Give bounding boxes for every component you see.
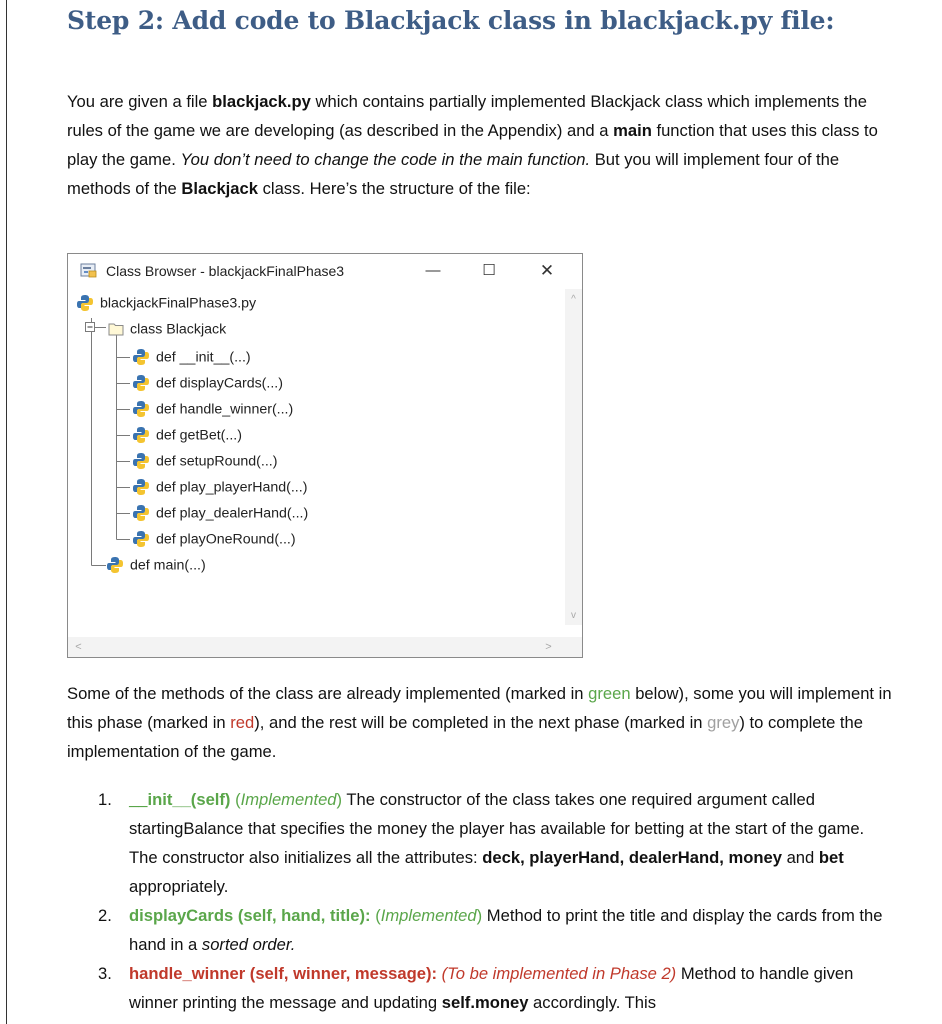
scroll-left-icon[interactable]: < (75, 641, 82, 653)
page-left-border (6, 0, 7, 1024)
intro-text: function that uses this class to play the game. (67, 121, 878, 169)
scroll-right-icon[interactable]: > (545, 641, 552, 653)
attribute-names: deck, playerHand, dealerHand, money (482, 848, 782, 867)
tree-node-method[interactable] (132, 475, 307, 499)
vertical-scrollbar[interactable] (565, 289, 582, 625)
python-icon (132, 452, 150, 470)
main-bold: main (613, 121, 652, 140)
step-heading: Step 2: Add code to Blackjack class in blackjack.py file: (67, 6, 835, 35)
description-text: Method to print the title and display the cards from the hand in a (129, 906, 883, 954)
scroll-up-icon[interactable]: ^ (571, 294, 576, 305)
method-node-label: def displayCards(...) (156, 375, 283, 392)
summary-text: ), and the rest will be completed in the next phase (marked in (254, 713, 708, 732)
horizontal-scrollbar[interactable] (68, 637, 565, 657)
description-text: accordingly. This (528, 993, 657, 1012)
method-node-label: def getBet(...) (156, 427, 242, 444)
main-node-label: def main(...) (130, 557, 206, 574)
list-item (67, 785, 897, 901)
tree-node-method[interactable] (132, 397, 293, 421)
attribute-names: self.money (441, 993, 529, 1012)
method-node-label: def setupRound(...) (156, 453, 278, 470)
python-icon (132, 374, 150, 392)
intro-paragraph (67, 87, 897, 203)
status-paren: ( (230, 790, 241, 809)
collapse-toggle-icon[interactable] (86, 323, 95, 332)
intro-text: which contains partially implemented Blackjack class which implements the rules of the game we are developing (as described in the Appendix) and a (67, 92, 868, 140)
status-label: (To be implemented in Phase 2) (437, 964, 677, 983)
description-text: The constructor of the class takes one required argument called startingBalance that specifies the money the player has available for betting at the start of the game. The constructor also initializes all the attributes: (129, 790, 865, 867)
python-icon (132, 478, 150, 496)
class-name-bold: Blackjack (181, 179, 258, 198)
filename-bold: blackjack.py (212, 92, 311, 111)
list-item (67, 959, 897, 1017)
tree-node-method[interactable] (132, 423, 242, 447)
summary-paragraph (67, 679, 897, 766)
method-name-underscore: __ (129, 790, 148, 809)
maximize-button[interactable]: ☐ (482, 262, 496, 279)
folder-icon (108, 322, 124, 336)
grey-legend-word: grey (707, 713, 740, 732)
close-button[interactable]: ✕ (539, 261, 555, 280)
method-node-label: def __init__(...) (156, 349, 251, 366)
method-name: handle_winner (self, winner, message): (129, 964, 437, 983)
class-tree (68, 289, 565, 625)
tree-node-method[interactable] (132, 527, 296, 551)
python-icon (132, 426, 150, 444)
status-label: Implemented (380, 906, 477, 925)
intro-note-italic: You don’t need to change the code in the main function. (180, 150, 591, 169)
method-node-label: def handle_winner(...) (156, 401, 294, 418)
method-node-label: def play_dealerHand(...) (156, 505, 309, 522)
python-icon (106, 556, 124, 574)
class-browser-window (67, 253, 583, 658)
description-text: Method to handle given winner printing the message and updating (129, 964, 854, 1012)
file-node-label: blackjackFinalPhase3.py (100, 295, 257, 312)
description-text: appropriately. (129, 877, 229, 896)
tree-node-main[interactable] (106, 553, 206, 577)
python-icon (132, 504, 150, 522)
status-paren: ) (336, 790, 343, 809)
python-icon (132, 348, 150, 366)
status-paren: ( (370, 906, 381, 925)
intro-text: class. Here’s the structure of the file: (257, 179, 531, 198)
python-icon (76, 294, 94, 312)
method-list (67, 785, 897, 1017)
summary-text: ) to complete the implementation of the game. (67, 713, 864, 761)
list-number: 3. (98, 964, 112, 983)
minimize-button[interactable]: — (425, 262, 441, 279)
intro-text: But you will implement four of the methods of the (67, 150, 840, 198)
method-name: init__(self) (147, 790, 231, 809)
list-number: 1. (98, 790, 112, 809)
tree-node-file[interactable] (76, 291, 256, 315)
intro-text: You are given a file (67, 92, 213, 111)
tree-node-method[interactable] (132, 501, 308, 525)
summary-text: Some of the methods of the class are already implemented (marked in (67, 684, 589, 703)
class-browser-app-icon (80, 262, 98, 278)
status-paren: ) (476, 906, 483, 925)
attribute-names: bet (818, 848, 844, 867)
description-text: and (781, 848, 819, 867)
list-number: 2. (98, 906, 112, 925)
tree-node-method[interactable] (132, 449, 277, 473)
class-node-label: class Blackjack (130, 321, 227, 338)
tree-node-class[interactable] (108, 317, 226, 341)
green-legend-word: green (588, 684, 631, 703)
emphasis-text: sorted order. (201, 935, 296, 954)
status-label: Implemented (240, 790, 337, 809)
red-legend-word: red (230, 713, 255, 732)
summary-text: below), some you will implement in this phase (marked in (67, 684, 892, 732)
tree-node-method[interactable] (132, 371, 283, 395)
scroll-corner (565, 637, 582, 657)
scroll-down-icon[interactable]: v (571, 610, 576, 621)
python-icon (132, 400, 150, 418)
list-item (67, 901, 897, 959)
method-node-label: def play_playerHand(...) (156, 479, 308, 496)
tree-node-method[interactable] (132, 345, 251, 369)
method-node-label: def playOneRound(...) (156, 531, 296, 548)
python-icon (132, 530, 150, 548)
window-title: Class Browser - blackjackFinalPhase3 (106, 263, 345, 279)
method-name: displayCards (self, hand, title): (129, 906, 371, 925)
window-titlebar[interactable] (68, 254, 582, 287)
